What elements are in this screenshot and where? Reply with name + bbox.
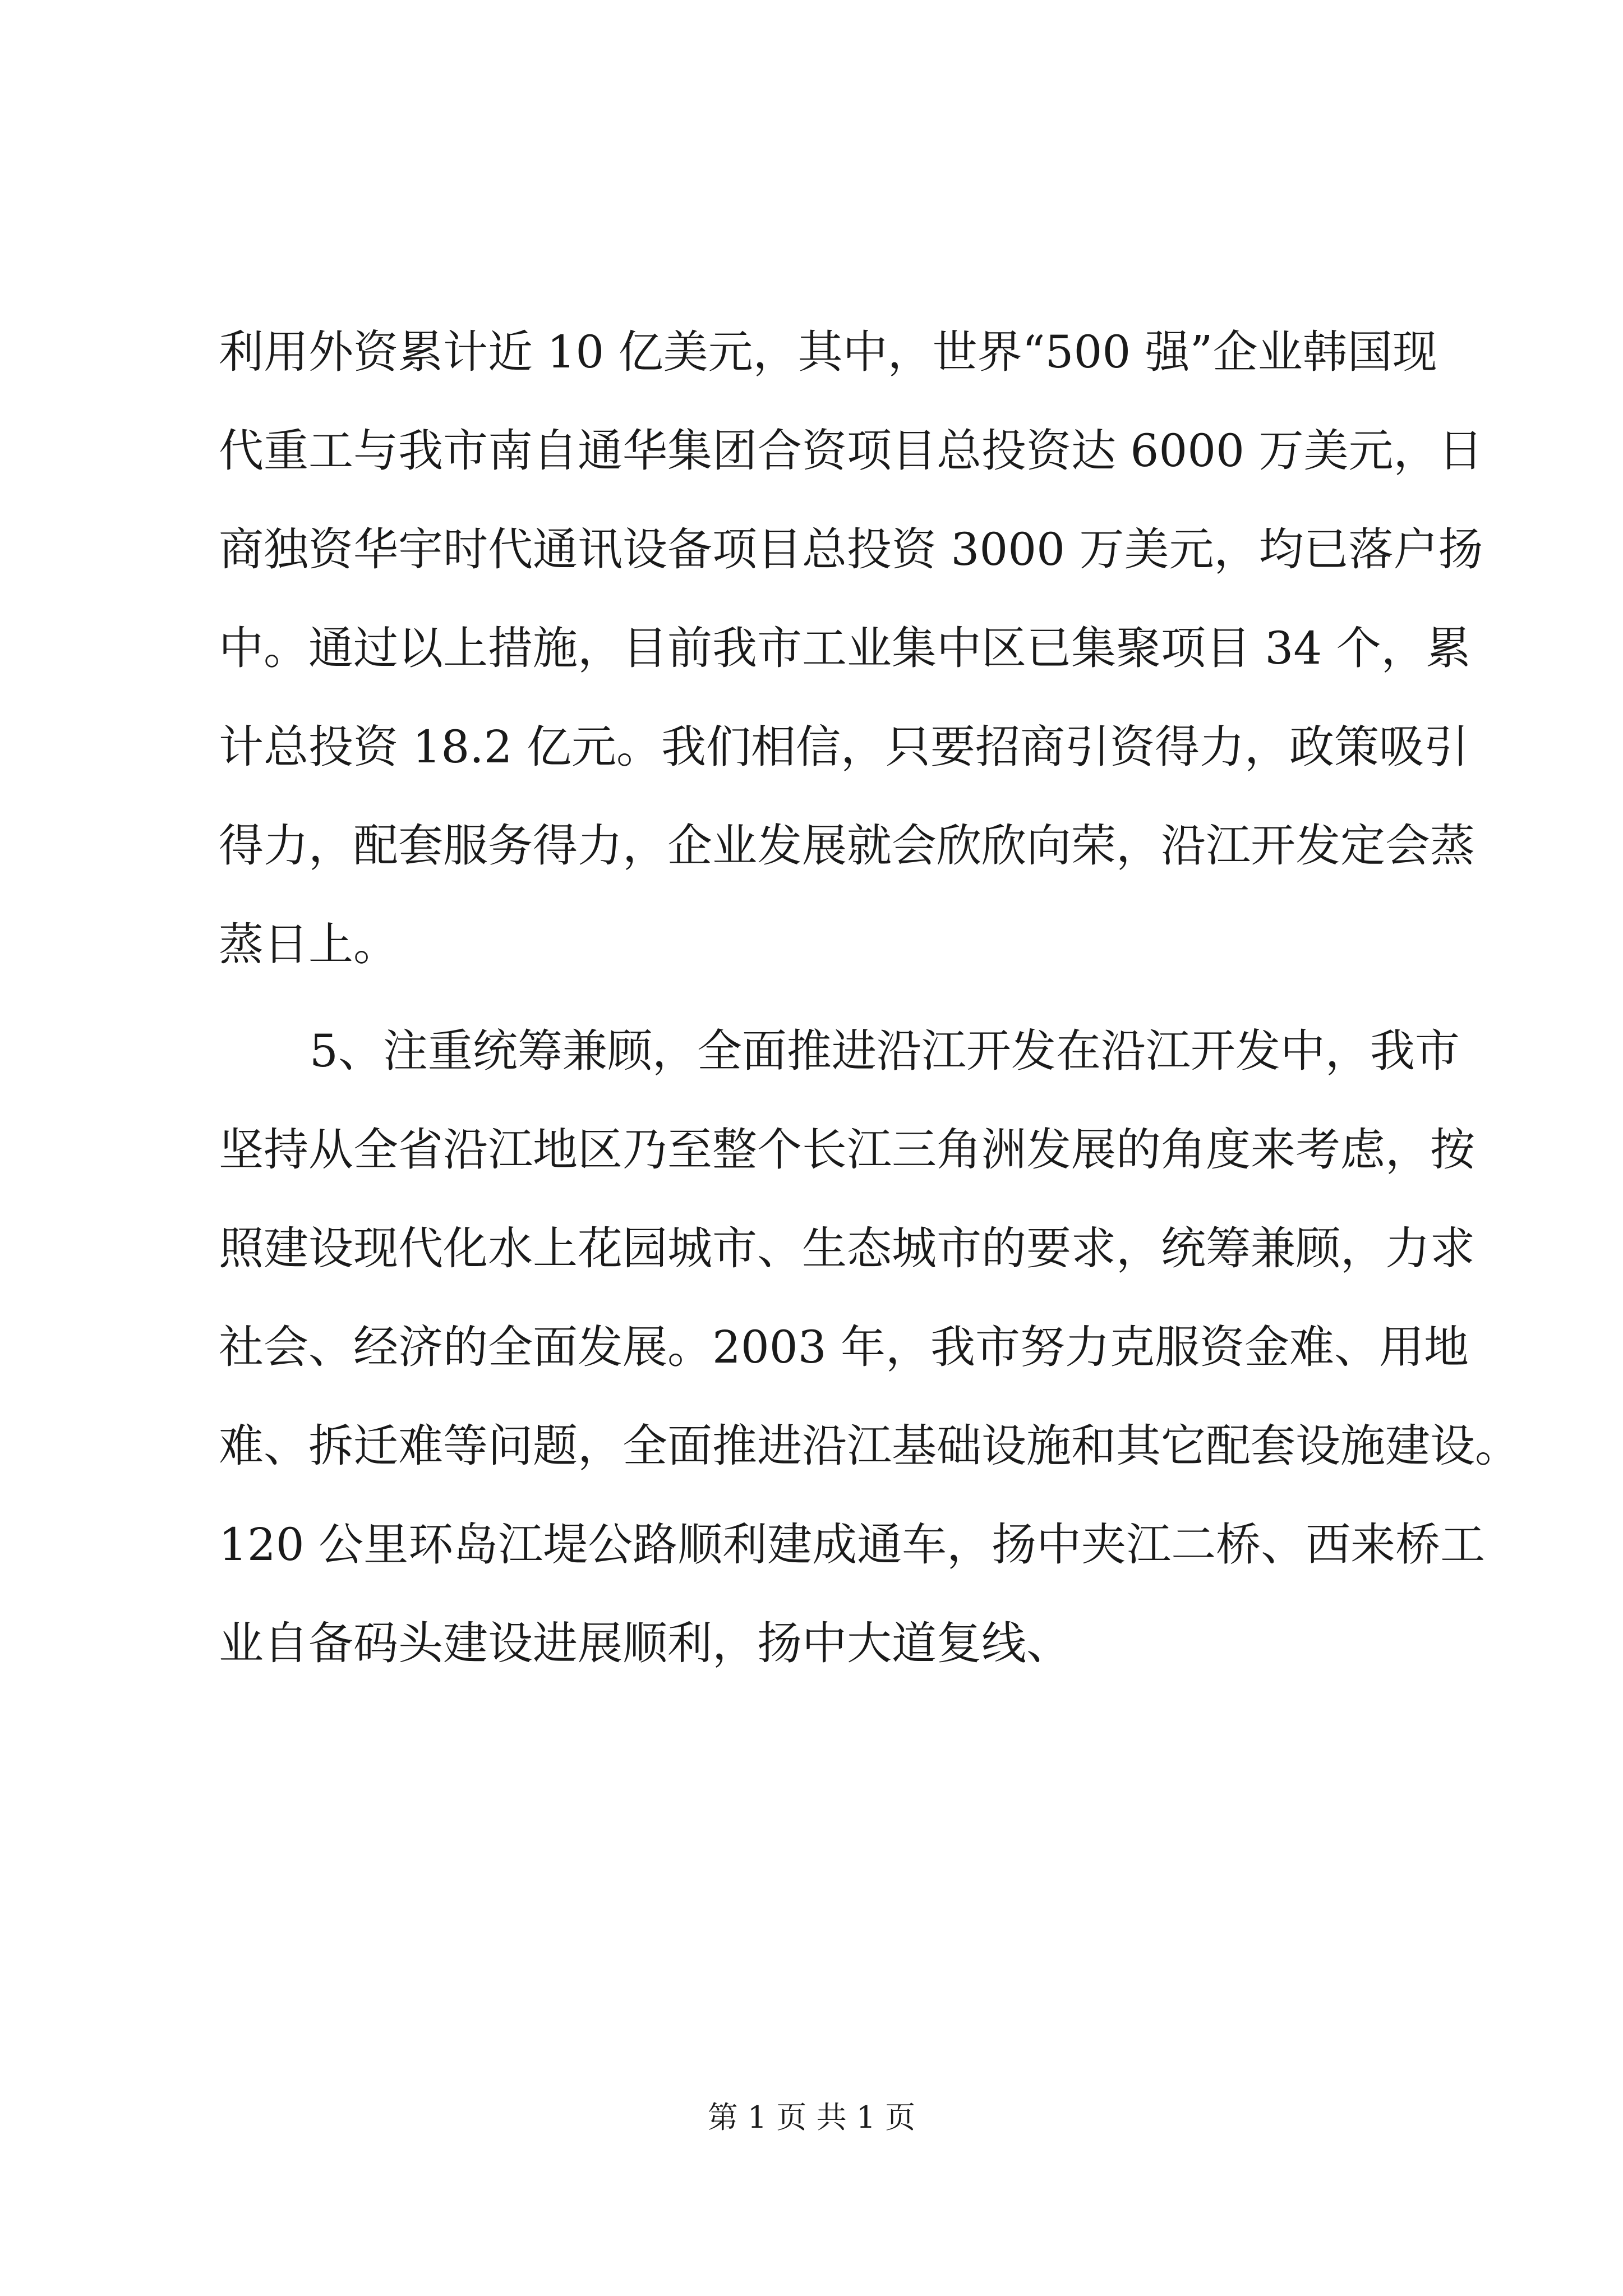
text-line: 坚持从全省沿江地区乃至整个长江三角洲发展的角度来考虑，按 xyxy=(219,1124,1475,1176)
paragraph-gap xyxy=(219,994,1424,1002)
text-line: 照建设现代化水上花园城市、生态城市的要求，统筹兼顾，力求 xyxy=(219,1222,1475,1274)
text-line: 蒸日上。 xyxy=(219,918,398,970)
text-line: 中。通过以上措施，目前我市工业集中区已集聚项目 34 个，累 xyxy=(219,622,1471,674)
text-line: 代重工与我市南自通华集团合资项目总投资达 6000 万美元，日 xyxy=(219,425,1483,477)
text-line: 计总投资 18.2 亿元。我们相信，只要招商引资得力，政策吸引 xyxy=(219,721,1469,773)
text-line: 社会、经济的全面发展。2003 年，我市努力克服资金难、用地 xyxy=(219,1321,1469,1373)
text-line: 商独资华宇时代通讯设备项目总投资 3000 万美元，均已落户扬 xyxy=(219,523,1483,576)
paragraph-2 xyxy=(219,1002,1520,1693)
text-line: 难、拆迁难等问题，全面推进沿江基础设施和其它配套设施建设。 xyxy=(219,1420,1520,1472)
text-line: 业自备码头建设进展顺利，扬中大道复线、 xyxy=(219,1617,1071,1669)
paragraph-1 xyxy=(219,303,1483,994)
text-line: 利用外资累计近 10 亿美元，其中，世界“500 强”企业韩国现 xyxy=(219,326,1437,378)
body-text xyxy=(219,303,1520,1693)
page-footer: 第 1 页 共 1 页 xyxy=(707,2100,916,2135)
text-line: 120 公里环岛江堤公路顺利建成通车，扬中夹江二桥、西来桥工 xyxy=(219,1519,1486,1571)
text-line: 5、注重统筹兼顾，全面推进沿江开发在沿江开发中，我市 xyxy=(310,1025,1460,1077)
text-line: 得力，配套服务得力，企业发展就会欣欣向荣，沿江开发定会蒸 xyxy=(219,820,1475,872)
